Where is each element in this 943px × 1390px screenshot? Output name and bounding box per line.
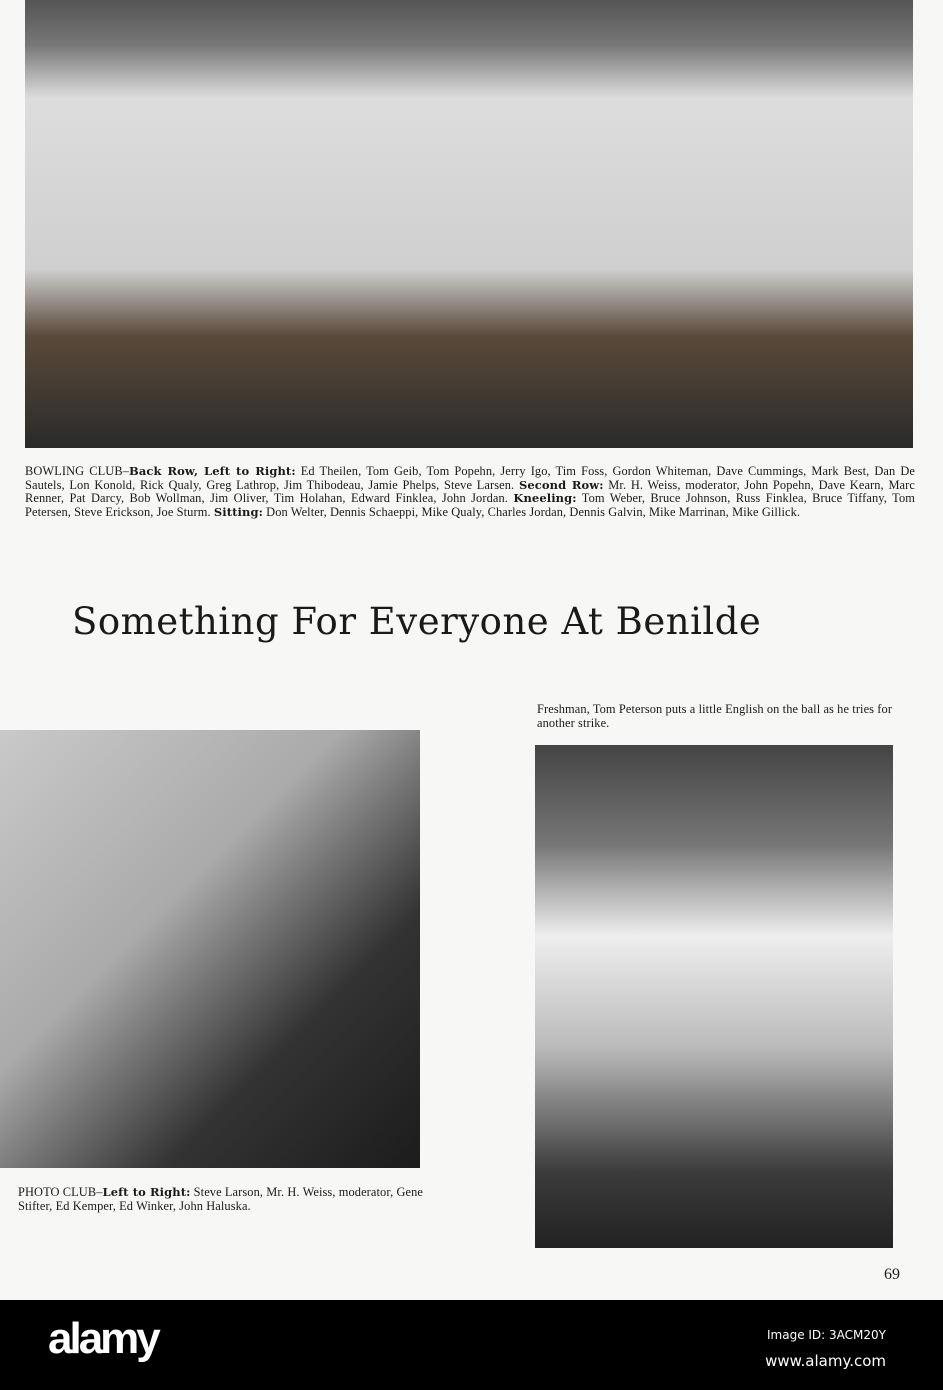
page-headline: Something For Everyone At Benilde <box>72 600 762 643</box>
bowler-caption: Freshman, Tom Peterson puts a little English on the ball as he tries for another strike. <box>537 702 893 730</box>
caption-club: BOWLING CLUB– <box>25 464 129 478</box>
caption-label: Left to Right: <box>102 1185 191 1199</box>
footer-url: www.alamy.com <box>765 1352 886 1370</box>
caption-label: Second Row: <box>518 477 604 492</box>
photo-club-photo <box>0 730 420 1168</box>
caption-club: PHOTO CLUB– <box>18 1185 103 1199</box>
watermark-footer <box>0 1300 943 1390</box>
image-id: Image ID: 3ACM20Y <box>767 1328 886 1342</box>
caption-names: Tom Weber, Bruce Johnson, Russ Finklea, Bruce Tiffany, Tom Petersen, Steve Erickson, Joe Sturm. <box>25 491 915 519</box>
alamy-logo: alamy <box>48 1314 158 1363</box>
bowling-club-group-photo <box>25 0 913 448</box>
caption-names: Ed Theilen, Tom Geib, Tom Popehn, Jerry Igo, Tim Foss, Gordon Whiteman, Dave Cummings, Mark Best, Dan De Sautels, Lon Konold, Rick Qualy, Greg Lathrop, Jim Thibodeau, Jamie Phelps, Steve Larsen. <box>25 464 916 492</box>
bowling-club-caption <box>25 465 915 519</box>
photo-club-caption <box>18 1186 423 1213</box>
caption-names: Steve Larson, Mr. H. Weiss, moderator, Gene Stifter, Ed Kemper, Ed Winker, John Haluska. <box>18 1185 424 1213</box>
caption-label: Sitting: <box>213 504 263 519</box>
caption-label: Kneeling: <box>513 491 577 506</box>
page-number: 69 <box>884 1266 900 1283</box>
caption-names: Don Welter, Dennis Schaeppi, Mike Qualy, Charles Jordan, Dennis Galvin, Mike Marrinan, Mike Gillick. <box>262 504 801 519</box>
caption-names: Mr. H. Weiss, moderator, John Popehn, Dave Kearn, Marc Renner, Pat Darcy, Bob Wollman, Jim Oliver, Tim Holahan, Edward Finklea, John Jordan. <box>25 477 915 506</box>
caption-label: Back Row, Left to Right: <box>129 464 296 478</box>
bowler-photo <box>535 745 893 1248</box>
